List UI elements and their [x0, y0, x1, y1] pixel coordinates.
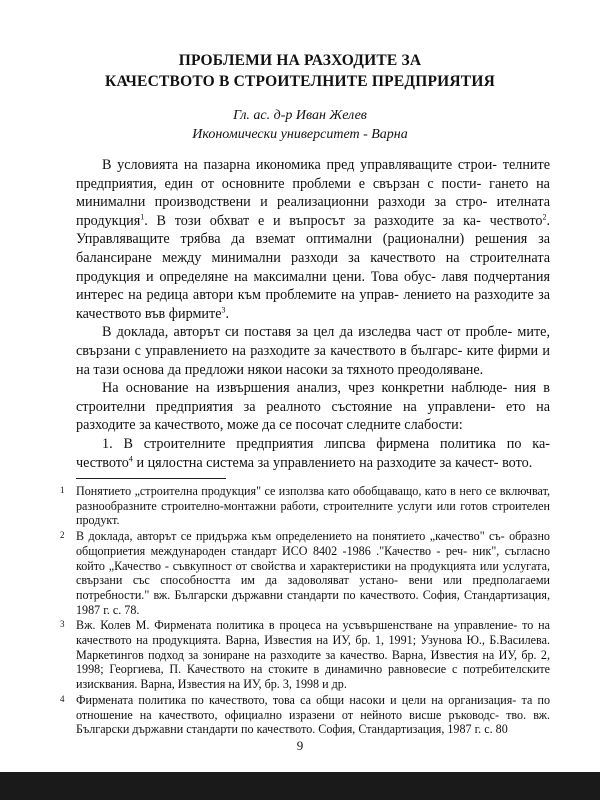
footnote-number: 1: [60, 485, 65, 495]
author-block: [70, 106, 530, 144]
body-text: [76, 156, 550, 472]
title-line-2: КАЧЕСТВОТО В СТРОИТЕЛНИТЕ ПРЕДПРИЯТИЯ: [105, 73, 495, 90]
scan-edge-shadow: [0, 772, 600, 800]
footnote-3: [60, 618, 550, 692]
footnote-number: 2: [60, 530, 65, 541]
footnote-number: 4: [60, 693, 65, 704]
footnote-divider: [76, 478, 226, 479]
paragraph-3: На основание на извършения анализ, чрез конкретни наблюде- ния в строителни предприятия за реалното състояние на управлени- ето на разходите за качеството, може да се посочат следните слабости:: [76, 380, 550, 434]
footnote-number: 3: [60, 619, 65, 630]
footnote-2: [60, 529, 550, 617]
footnote-text: Фирмената политика по качеството, това са общи насоки и цели на организация- та по отношение на качеството, официално изразени от нейното висше ръководс- тво. вж. Български държавни стандарти по качеството. София, Стандартизация, 1987 г. с. 80: [76, 692, 551, 737]
paragraph-4: 1. В строителните предприятия липсва фирмена политика по ка- чеството$^4$ и цялостна система за управлението на разходите за качест- вото.: [76, 435, 550, 471]
author-name: Гл. ас. д-р Иван Желев: [233, 108, 367, 123]
footnote-ref-2[interactable]: 2: [542, 212, 547, 222]
footnote-text: Вж. Колев М. Фирмената политика в процеса на усъвършенстване на управление- то на качеството на продукцията. Варна, Известия на ИУ, бр. 1, 1991; Узунова Ю., Б.Василева. Маркетингов подход за зониране на разходите за качество. Варна, Известия на ИУ, бр. 2, 1998; Георгиева, П. Качеството на стоките в динамично равновесие с потребителските изисквания. Варна, Известия на ИУ, бр. 3, 1998 и др.: [76, 618, 550, 692]
paragraph-1: В условията на пазарна икономика пред управляващите строи- телните предприятия, един от основните проблеми е свързан с пости- гането на минимални производствени и реализационни разходи за стро- ителната продукция$^1$. В този обхват е и въпросът за разходите за ка- чеството$^2$. Управляващите трябва да вземат оптимални (рационални) решения за балансиране между минимални разходи за качеството на строителната продукция и определяне на максимални цени. Това обус- лавя подчертания интерес на редица автори към проблемите на управ- лението на разходите за качеството във фирмите$^3$.: [76, 157, 551, 322]
paper-title: [70, 50, 530, 92]
page-number: 9: [296, 738, 304, 753]
footnote-ref-1[interactable]: 1: [140, 212, 145, 222]
author-affiliation: Икономически университет - Варна: [192, 127, 408, 142]
footnote-1: [60, 484, 550, 528]
footnote-4: [60, 693, 550, 737]
footnote-text: В доклада, авторът се придържа към определението на понятието „качество" съ- образно общоприетия международен стандарт ИСО 8402 -1986 ."Качество - реч- ник", съгласно който „Качество - съвкупност от свойства и характеристики на продукцията или услугата, свързани със способността им да задоволяват устано- вени или предполагаеми потребности." вж. Български държавни стандарти по качеството. София, Стандартизация, 1987 г. с. 78.: [76, 529, 550, 617]
footnote-text: Понятието „строителна продукция" се използва като обобщаващо, като в него се включват, разнообразните строително-монтажни работи, строителните услуги или готов строителен продукт.: [76, 484, 551, 528]
paragraph-2: В доклада, авторът си поставя за цел да изследва част от пробле- мите, свързани с управлението на разходите за качеството в българс- ките фирми и на тази основа да предложи някои насоки за тяхното преодоляване.: [76, 324, 551, 378]
title-line-1: ПРОБЛЕМИ НА РАЗХОДИТЕ ЗА: [178, 52, 422, 69]
footnote-ref-3[interactable]: 3: [221, 305, 226, 315]
footnote-ref-4[interactable]: 4: [128, 453, 133, 463]
footnotes: [60, 484, 550, 738]
